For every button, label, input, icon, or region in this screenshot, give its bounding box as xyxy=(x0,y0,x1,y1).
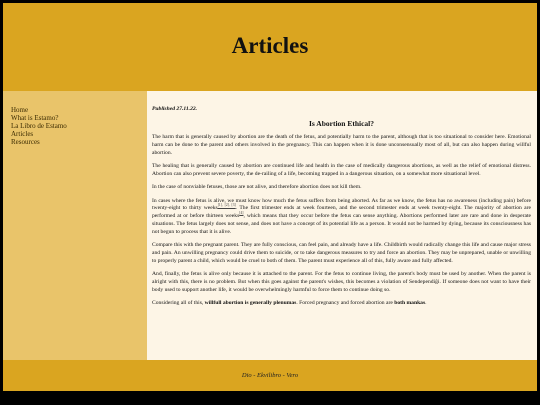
paragraph-text: . The first trimester ends at week fourteen, and the second trimester ends at week twenty-eight. The majority of abortion are performed at or before thirteen weeks xyxy=(152,205,532,220)
nav-link-articles[interactable]: Articles xyxy=(11,130,34,138)
published-date: Published 27.11.22. xyxy=(152,106,198,112)
article-paragraph-harm: The harm that is generally caused by abortion are the death of the fetus, and potentially harm to the parent, although that is too situational to consider here. Emotional harm can be done to the parent and others involved in the pregnancy. This can happen when it is done unconsensually most of all, but can also happen during willful abortion. xyxy=(152,134,531,156)
nav-link-resources[interactable]: Resources xyxy=(11,138,40,146)
header xyxy=(3,3,537,91)
article-paragraph-parent: Compare this with the pregnant parent. They are fully conscious, can feel pain, and already have a life. Childbirth would radically change this life and cause major stress and pain. An unwilling pregnancy could drive them to suicide, or to take dangerous measures to try and force an abortion. They may be unprepared, unable or unwilling to properly parent a child, which would be cruel to both of them. The parent must experience all of this, fully aware and fully affected. xyxy=(152,242,531,264)
page-frame xyxy=(3,3,537,391)
article-paragraph-fetus-awareness xyxy=(152,198,531,237)
article-content xyxy=(147,91,537,360)
paragraph-text: . xyxy=(425,299,427,306)
article-paragraph-bodily-autonomy: And, finally, the fetus is alive only because it is attached to the parent. For the fetus to continue living, the parent's body must be used by another. When the parent is alright with this, there is no problem. But when this goes against the parent's wishes, this becomes a violation of Sendependiĝi. If someone does not want to have their body used to support another life, it would be overwhelmingly harmful to force them to continue doing so. xyxy=(152,270,531,293)
footer-motto: Dio - Ekvilibro - Vero xyxy=(241,372,299,379)
nav-link-what-is-estamo[interactable]: What is Estamo? xyxy=(11,114,59,122)
article-paragraph-nonviable: In the case of nonviable fetuses, those are not alive, and therefore abortion does not kill them. xyxy=(152,184,362,191)
emphasis-text: both mankas xyxy=(394,299,426,306)
article-paragraph-healing: The healing that is generally caused by abortion are continued life and health in the case of medically dangerous abortions, as well as the relief of emotional distress. Abortion can also prevent severe poverty, the de-railing of a life, becoming trapped in a dangerous situation, on a somewhat more situational level. xyxy=(152,163,531,177)
citation-link[interactable]: [1], [2], [3] xyxy=(217,203,236,208)
paragraph-text: . Forced pregnancy and forced abortion are xyxy=(296,299,395,306)
footer xyxy=(3,360,537,391)
page-title: Articles xyxy=(231,33,309,58)
emphasis-text: willfull abortion is generally plenumas xyxy=(204,299,297,306)
paragraph-text: Considering all of this, xyxy=(152,299,205,306)
citation-link[interactable]: [4] xyxy=(239,211,244,216)
sidebar-nav xyxy=(3,91,147,360)
paragraph-text: , which means that they occur before the fetus can sense anything. Abortions performed later are rare and done in desperate situations. The fetus largely does not sense, and does not have a concept of its potential life as a person. It would not be harmed by dying, because its consciousness has not begun to process that it is alive. xyxy=(152,213,531,235)
nav-link-home[interactable]: Home xyxy=(11,106,29,114)
nav-link-la-libro-de-estamo[interactable]: La Libro de Estamo xyxy=(11,122,67,130)
article-paragraph-conclusion xyxy=(152,300,531,308)
article-title: Is Abortion Ethical? xyxy=(308,119,374,129)
paragraph-text: In cases where the fetus is alive, we must know how much the fetus suffers from being aborted. As far as we know, the fetus has no awareness (including pain) before twenty-eight to thirty weeks xyxy=(152,197,531,212)
